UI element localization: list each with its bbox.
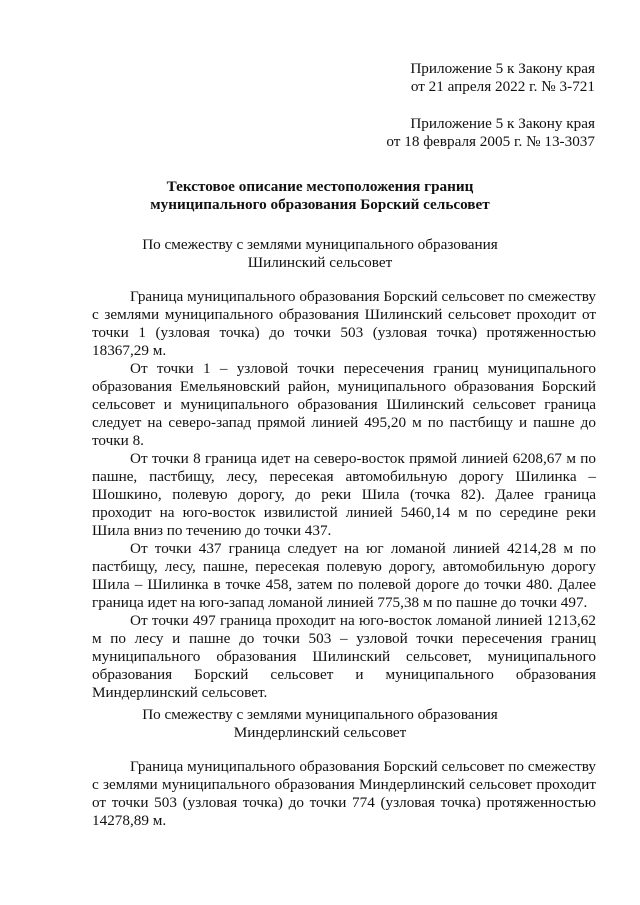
paragraph: От точки 437 граница следует на юг ломаной линией 4214,28 м по пастбищу, лесу, пашне, пересекая полевую дорогу, автомобильную дорогу Шила – Шилинка в точке 458, затем по полевой дороге до точки 480. Далее граница идет на юго-запад ломаной линией 775,38 м по пашне до точки 497. bbox=[92, 540, 596, 611]
annex-reference-original bbox=[386, 115, 595, 151]
section-1-heading-line-1: По смежеству с землями муниципального образования bbox=[142, 236, 498, 253]
section-body-minderlinsky bbox=[92, 758, 596, 830]
annex-reference-current bbox=[410, 60, 595, 96]
document-title bbox=[0, 178, 640, 214]
section-body-shilinsky bbox=[92, 288, 596, 702]
title-line-2: муниципального образования Борский сельсовет bbox=[150, 196, 490, 213]
paragraph: От точки 497 граница проходит на юго-восток ломаной линией 1213,62 м по лесу и пашне до точки 503 – узловой точки пересечения границ муниципального образования Шилинский сельсовет, муниципального образования Борский сельсовет и муниципального образования Миндерлинский сельсовет. bbox=[92, 612, 596, 701]
section-heading-minderlinsky bbox=[0, 706, 640, 742]
paragraph: От точки 8 граница идет на северо-восток прямой линией 6208,67 м по пашне, пастбищу, лесу, пересекая автомобильную дорогу Шилинка – Шошкино, полевую дорогу, до реки Шила (точка 82). Далее граница проходит на юго-восток извилистой линией 5460,14 м по середине реки Шила вниз по течению до точки 437. bbox=[92, 450, 596, 539]
annex-current-line-1: Приложение 5 к Закону края bbox=[410, 60, 595, 77]
section-1-heading-line-2: Шилинский сельсовет bbox=[247, 254, 393, 271]
section-heading-shilinsky bbox=[0, 236, 640, 272]
annex-original-line-1: Приложение 5 к Закону края bbox=[410, 115, 595, 132]
paragraph: Граница муниципального образования Борский сельсовет по смежеству с землями муниципального образования Миндерлинский сельсовет проходит от точки 503 (узловая точка) до точки 774 (узловая точка) протяженностью 14278,89 м. bbox=[92, 758, 596, 829]
annex-current-line-2: от 21 апреля 2022 г. № 3-721 bbox=[410, 78, 595, 95]
paragraph: Граница муниципального образования Борский сельсовет по смежеству с землями муниципального образования Шилинский сельсовет проходит от точки 1 (узловая точка) до точки 503 (узловая точка) протяженностью 18367,29 м. bbox=[92, 288, 596, 359]
section-2-heading-line-1: По смежеству с землями муниципального образования bbox=[142, 706, 498, 723]
section-2-heading-line-2: Миндерлинский сельсовет bbox=[233, 724, 407, 741]
paragraph: От точки 1 – узловой точки пересечения границ муниципального образования Емельяновский район, муниципального образования Борский сельсовет и муниципального образования Шилинский сельсовет граница следует на северо-запад прямой линией 495,20 м по пастбищу и пашне до точки 8. bbox=[92, 360, 596, 449]
title-line-1: Текстовое описание местоположения границ bbox=[166, 178, 474, 195]
annex-original-line-2: от 18 февраля 2005 г. № 13-3037 bbox=[386, 133, 595, 150]
